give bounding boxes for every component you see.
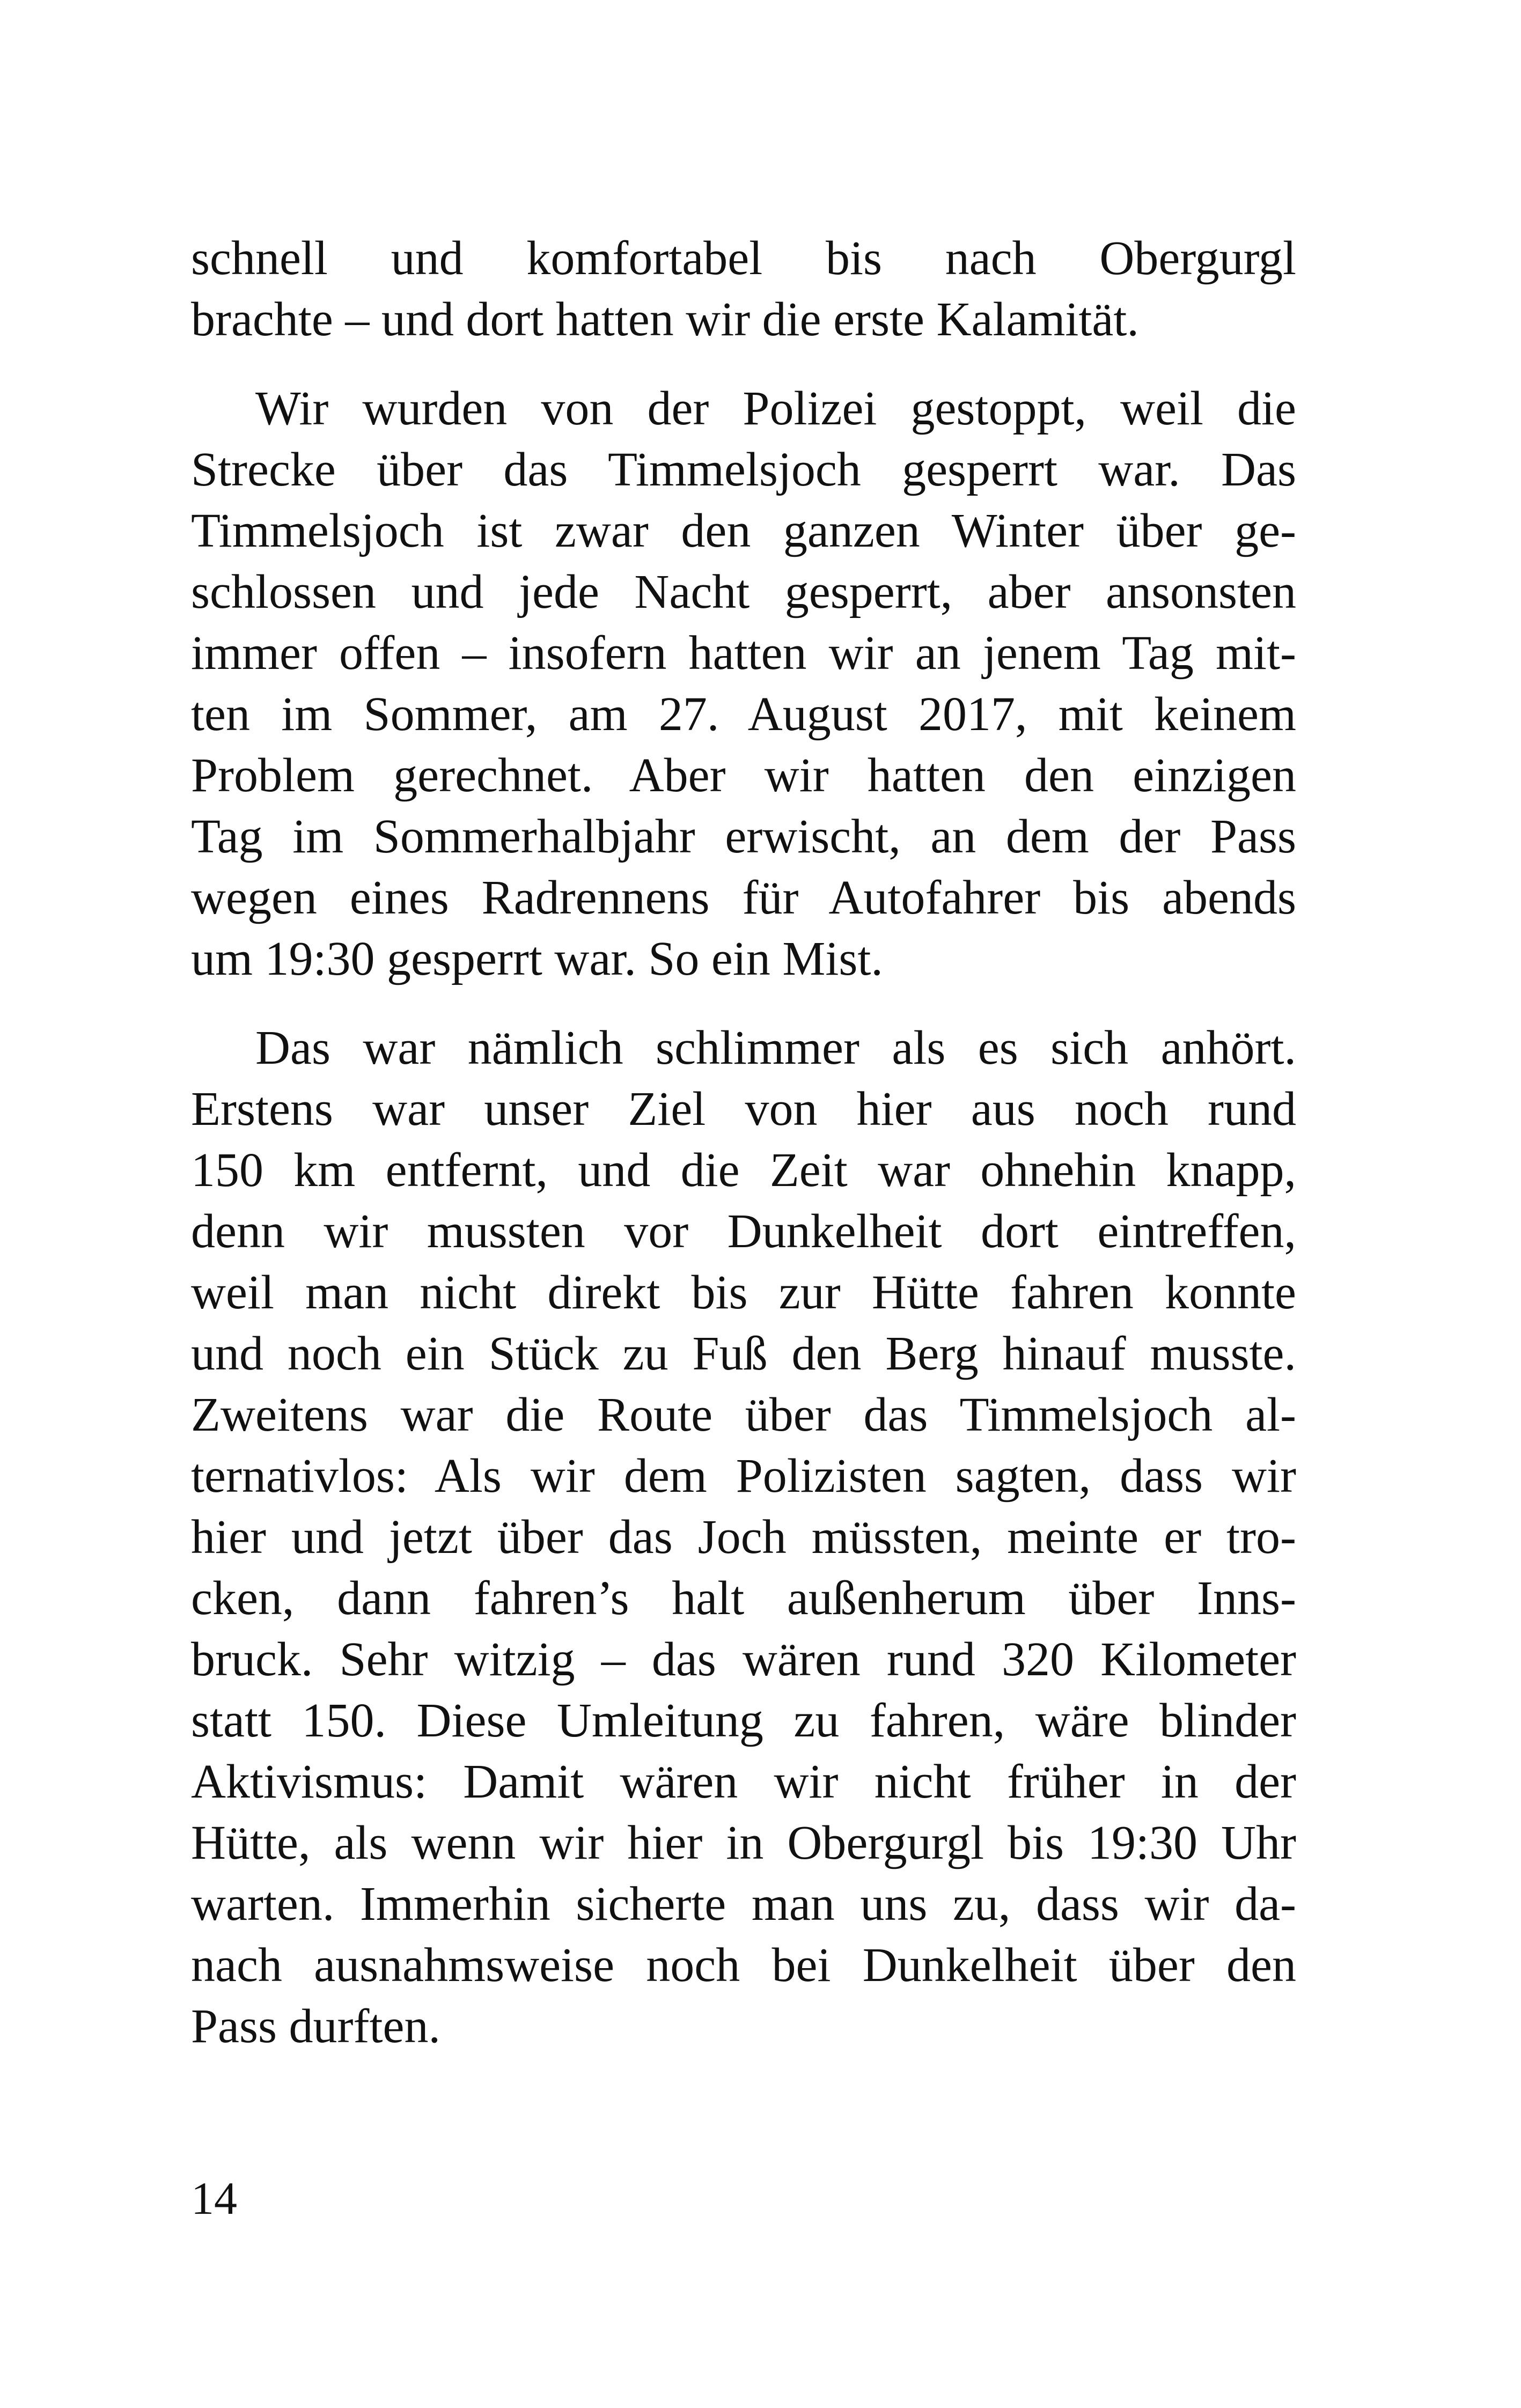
- text-line: um 19:30 gesperrt war. So ein Mist.: [191, 932, 883, 985]
- text-line: schlossen und jede Nacht gesperrt, aber ansonsten: [191, 565, 1296, 618]
- text-line: Das war nämlich schlimmer als es sich anhört.: [255, 1021, 1296, 1074]
- text-line: warten. Immerhin sicherte man uns zu, dass wir da-: [191, 1877, 1296, 1931]
- text-line: Pass durften.: [191, 2000, 440, 2053]
- text-line: hier und jetzt über das Joch müssten, meinte er tro-: [191, 1511, 1296, 1564]
- text-line: nach ausnahmsweise noch bei Dunkelheit über den: [191, 1939, 1296, 1992]
- text-line: brachte – und dort hatten wir die erste Kalamität.: [191, 293, 1139, 346]
- paragraph-gap: [191, 990, 1296, 1018]
- text-line: immer offen – insofern hatten wir an jenem Tag mit-: [191, 627, 1296, 680]
- text-line: denn wir mussten vor Dunkelheit dort eintreffen,: [191, 1205, 1296, 1258]
- body-text: [191, 228, 1296, 2057]
- text-line: schnell und komfortabel bis nach Obergurgl: [191, 232, 1296, 285]
- text-line: Hütte, als wenn wir hier in Obergurgl bis 19:30 Uhr: [191, 1816, 1296, 1869]
- text-line: wegen eines Radrennens für Autofahrer bis abends: [191, 871, 1296, 924]
- text-line: Problem gerechnet. Aber wir hatten den einzigen: [191, 749, 1296, 802]
- text-line: Wir wurden von der Polizei gestoppt, weil die: [255, 382, 1296, 435]
- paragraph-1: [191, 228, 1296, 350]
- paragraph-3: [191, 1018, 1296, 2057]
- text-line: Strecke über das Timmelsjoch gesperrt war. Das: [191, 443, 1296, 496]
- text-line: Tag im Sommerhalbjahr erwischt, an dem der Pass: [191, 810, 1296, 863]
- paragraph-2: [191, 378, 1296, 990]
- page-number: 14: [191, 2173, 237, 2224]
- text-line: statt 150. Diese Umleitung zu fahren, wäre blinder: [191, 1694, 1296, 1747]
- text-line: 150 km entfernt, und die Zeit war ohnehin knapp,: [191, 1144, 1296, 1197]
- text-line: bruck. Sehr witzig – das wären rund 320 Kilometer: [191, 1633, 1296, 1686]
- text-line: weil man nicht direkt bis zur Hütte fahren konnte: [191, 1266, 1296, 1319]
- text-line: Erstens war unser Ziel von hier aus noch rund: [191, 1083, 1296, 1136]
- paragraph-gap: [191, 350, 1296, 378]
- text-line: und noch ein Stück zu Fuß den Berg hinauf musste.: [191, 1327, 1296, 1380]
- text-line: Zweitens war die Route über das Timmelsjoch al-: [191, 1388, 1296, 1441]
- text-line: Timmelsjoch ist zwar den ganzen Winter über ge-: [191, 504, 1296, 557]
- text-line: Aktivismus: Damit wären wir nicht früher in der: [191, 1755, 1296, 1808]
- text-line: ten im Sommer, am 27. August 2017, mit keinem: [191, 688, 1296, 741]
- text-line: ternativlos: Als wir dem Polizisten sagten, dass wir: [191, 1449, 1296, 1503]
- text-line: cken, dann fahren’s halt außenherum über Inns-: [191, 1572, 1296, 1625]
